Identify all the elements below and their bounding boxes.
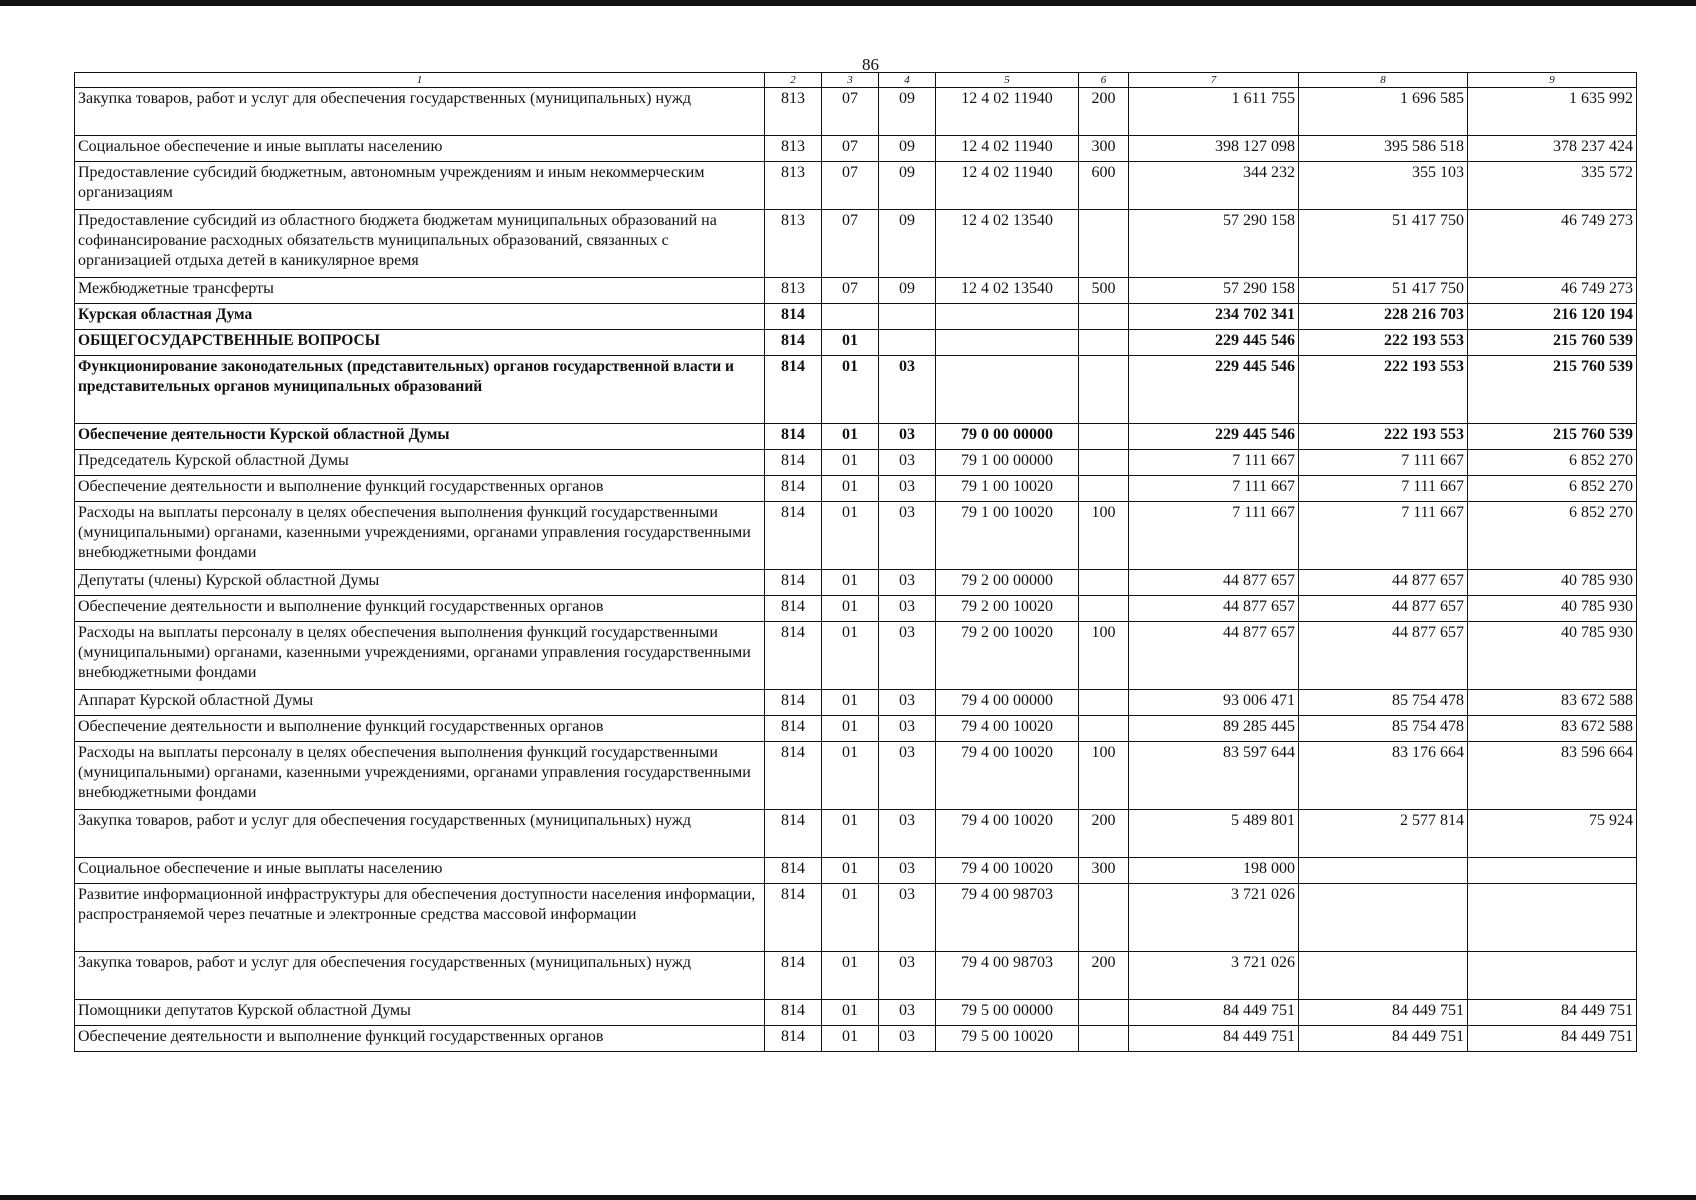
subsection-code: 03: [879, 502, 936, 570]
section-code: 01: [822, 570, 879, 596]
ministry-code: 814: [765, 1000, 822, 1026]
ministry-code: 813: [765, 136, 822, 162]
table-row: [75, 596, 1637, 622]
row-description: Обеспечение деятельности и выполнение функций государственных органов: [75, 596, 765, 622]
row-description: Межбюджетные трансферты: [75, 278, 765, 304]
amount-col-9: 40 785 930: [1468, 622, 1637, 690]
table-row: [75, 1000, 1637, 1026]
section-code: 01: [822, 1026, 879, 1052]
ministry-code: 814: [765, 476, 822, 502]
ministry-code: 814: [765, 742, 822, 810]
expense-type-code: 100: [1079, 622, 1129, 690]
subsection-code: 03: [879, 952, 936, 1000]
subsection-code: 09: [879, 278, 936, 304]
amount-col-9: 335 572: [1468, 162, 1637, 210]
row-description: Обеспечение деятельности Курской областной Думы: [75, 424, 765, 450]
table-row: [75, 476, 1637, 502]
section-code: 01: [822, 952, 879, 1000]
amount-col-7: 229 445 546: [1129, 330, 1299, 356]
expense-type-code: 200: [1079, 810, 1129, 858]
amount-col-7: 83 597 644: [1129, 742, 1299, 810]
target-article-code: 79 5 00 00000: [936, 1000, 1079, 1026]
target-article-code: 79 1 00 10020: [936, 502, 1079, 570]
amount-col-9: 378 237 424: [1468, 136, 1637, 162]
expense-type-code: [1079, 1026, 1129, 1052]
row-description: Курская областная Дума: [75, 304, 765, 330]
amount-col-8: 355 103: [1299, 162, 1468, 210]
expense-type-code: 200: [1079, 88, 1129, 136]
subsection-code: 03: [879, 742, 936, 810]
table-row: [75, 716, 1637, 742]
header-col-7: 7: [1129, 73, 1299, 88]
amount-col-9: 6 852 270: [1468, 476, 1637, 502]
page-number: 86: [862, 55, 879, 74]
amount-col-7: 344 232: [1129, 162, 1299, 210]
row-description: Социальное обеспечение и иные выплаты населению: [75, 136, 765, 162]
ministry-code: 814: [765, 424, 822, 450]
section-code: 01: [822, 690, 879, 716]
expense-type-code: [1079, 210, 1129, 278]
ministry-code: 814: [765, 304, 822, 330]
expense-type-code: [1079, 330, 1129, 356]
expense-type-code: [1079, 716, 1129, 742]
section-code: 01: [822, 742, 879, 810]
row-description: Председатель Курской областной Думы: [75, 450, 765, 476]
row-description: Социальное обеспечение и иные выплаты населению: [75, 858, 765, 884]
subsection-code: 03: [879, 810, 936, 858]
table-row: [75, 502, 1637, 570]
subsection-code: 09: [879, 162, 936, 210]
ministry-code: 813: [765, 88, 822, 136]
row-description: Расходы на выплаты персоналу в целях обеспечения выполнения функций государственными (муниципальными) органами, казенными учреждениями, органами управления государственными внебюджетными фондами: [75, 502, 765, 570]
row-description: Предоставление субсидий бюджетным, автономным учреждениям и иным некоммерческим организациям: [75, 162, 765, 210]
subsection-code: 03: [879, 476, 936, 502]
amount-col-9: [1468, 858, 1637, 884]
target-article-code: 79 4 00 10020: [936, 716, 1079, 742]
amount-col-7: 44 877 657: [1129, 596, 1299, 622]
expense-type-code: 300: [1079, 858, 1129, 884]
expense-type-code: 100: [1079, 502, 1129, 570]
amount-col-7: 44 877 657: [1129, 622, 1299, 690]
amount-col-8: [1299, 884, 1468, 952]
amount-col-7: 198 000: [1129, 858, 1299, 884]
target-article-code: 79 2 00 10020: [936, 622, 1079, 690]
column-number-header: [75, 73, 1637, 88]
table-row: [75, 622, 1637, 690]
table-row: [75, 424, 1637, 450]
table-row: [75, 690, 1637, 716]
amount-col-7: 229 445 546: [1129, 356, 1299, 424]
section-code: 01: [822, 476, 879, 502]
expense-type-code: [1079, 596, 1129, 622]
amount-col-8: 84 449 751: [1299, 1000, 1468, 1026]
header-col-6: 6: [1079, 73, 1129, 88]
table-row: [75, 304, 1637, 330]
amount-col-8: 7 111 667: [1299, 450, 1468, 476]
section-code: 07: [822, 136, 879, 162]
amount-col-9: 1 635 992: [1468, 88, 1637, 136]
expense-type-code: [1079, 690, 1129, 716]
subsection-code: 03: [879, 858, 936, 884]
ministry-code: 814: [765, 502, 822, 570]
table-row: [75, 810, 1637, 858]
expense-type-code: 100: [1079, 742, 1129, 810]
row-description: Обеспечение деятельности и выполнение функций государственных органов: [75, 476, 765, 502]
subsection-code: 03: [879, 884, 936, 952]
amount-col-9: 84 449 751: [1468, 1026, 1637, 1052]
amount-col-7: 44 877 657: [1129, 570, 1299, 596]
amount-col-9: 215 760 539: [1468, 424, 1637, 450]
amount-col-7: 93 006 471: [1129, 690, 1299, 716]
section-code: 07: [822, 88, 879, 136]
amount-col-8: 222 193 553: [1299, 330, 1468, 356]
amount-col-9: 75 924: [1468, 810, 1637, 858]
row-description: Функционирование законодательных (представительных) органов государственной власти и представительных органов муниципальных образований: [75, 356, 765, 424]
ministry-code: 814: [765, 596, 822, 622]
amount-col-9: 46 749 273: [1468, 210, 1637, 278]
amount-col-8: 44 877 657: [1299, 596, 1468, 622]
amount-col-8: 51 417 750: [1299, 210, 1468, 278]
amount-col-7: 7 111 667: [1129, 502, 1299, 570]
amount-col-7: 84 449 751: [1129, 1000, 1299, 1026]
amount-col-9: 40 785 930: [1468, 596, 1637, 622]
subsection-code: 03: [879, 570, 936, 596]
amount-col-8: 7 111 667: [1299, 502, 1468, 570]
ministry-code: 814: [765, 858, 822, 884]
row-description: Закупка товаров, работ и услуг для обеспечения государственных (муниципальных) нужд: [75, 88, 765, 136]
subsection-code: 09: [879, 136, 936, 162]
target-article-code: 79 5 00 10020: [936, 1026, 1079, 1052]
target-article-code: 79 0 00 00000: [936, 424, 1079, 450]
ministry-code: 814: [765, 570, 822, 596]
subsection-code: 09: [879, 88, 936, 136]
amount-col-8: 1 696 585: [1299, 88, 1468, 136]
subsection-code: [879, 330, 936, 356]
section-code: 01: [822, 502, 879, 570]
row-description: Предоставление субсидий из областного бюджета бюджетам муниципальных образований на софинансирование расходных обязательств муниципальных образований, связанных с организацией отдыха детей в каникулярное время: [75, 210, 765, 278]
section-code: 01: [822, 858, 879, 884]
amount-col-7: 3 721 026: [1129, 884, 1299, 952]
section-code: 01: [822, 450, 879, 476]
amount-col-7: 7 111 667: [1129, 450, 1299, 476]
amount-col-8: 85 754 478: [1299, 690, 1468, 716]
section-code: 01: [822, 884, 879, 952]
section-code: 07: [822, 210, 879, 278]
expense-type-code: [1079, 304, 1129, 330]
amount-col-8: 395 586 518: [1299, 136, 1468, 162]
table-row: [75, 278, 1637, 304]
amount-col-9: 215 760 539: [1468, 330, 1637, 356]
target-article-code: 79 2 00 00000: [936, 570, 1079, 596]
amount-col-7: 84 449 751: [1129, 1026, 1299, 1052]
amount-col-7: 1 611 755: [1129, 88, 1299, 136]
scan-border-bottom: [0, 1195, 1696, 1200]
expense-type-code: [1079, 450, 1129, 476]
subsection-code: 03: [879, 716, 936, 742]
header-col-8: 8: [1299, 73, 1468, 88]
amount-col-7: 229 445 546: [1129, 424, 1299, 450]
ministry-code: 814: [765, 450, 822, 476]
ministry-code: 814: [765, 622, 822, 690]
expense-type-code: 300: [1079, 136, 1129, 162]
amount-col-9: 83 596 664: [1468, 742, 1637, 810]
table-row: [75, 162, 1637, 210]
table-row: [75, 210, 1637, 278]
section-code: 07: [822, 278, 879, 304]
section-code: 01: [822, 622, 879, 690]
header-col-3: 3: [822, 73, 879, 88]
ministry-code: 814: [765, 884, 822, 952]
table-row: [75, 884, 1637, 952]
target-article-code: 79 1 00 10020: [936, 476, 1079, 502]
amount-col-9: 40 785 930: [1468, 570, 1637, 596]
target-article-code: [936, 356, 1079, 424]
row-description: Аппарат Курской областной Думы: [75, 690, 765, 716]
ministry-code: 813: [765, 162, 822, 210]
table-row: [75, 450, 1637, 476]
row-description: Обеспечение деятельности и выполнение функций государственных органов: [75, 1026, 765, 1052]
row-description: ОБЩЕГОСУДАРСТВЕННЫЕ ВОПРОСЫ: [75, 330, 765, 356]
target-article-code: 12 4 02 13540: [936, 210, 1079, 278]
section-code: 01: [822, 1000, 879, 1026]
budget-table: [74, 72, 1637, 1052]
amount-col-7: 57 290 158: [1129, 278, 1299, 304]
amount-col-8: 222 193 553: [1299, 424, 1468, 450]
amount-col-7: 7 111 667: [1129, 476, 1299, 502]
target-article-code: [936, 304, 1079, 330]
header-col-9: 9: [1468, 73, 1637, 88]
header-col-4: 4: [879, 73, 936, 88]
amount-col-9: 216 120 194: [1468, 304, 1637, 330]
amount-col-9: 6 852 270: [1468, 450, 1637, 476]
row-description: Закупка товаров, работ и услуг для обеспечения государственных (муниципальных) нужд: [75, 952, 765, 1000]
subsection-code: 03: [879, 622, 936, 690]
amount-col-9: [1468, 884, 1637, 952]
expense-type-code: [1079, 570, 1129, 596]
amount-col-8: 51 417 750: [1299, 278, 1468, 304]
amount-col-8: 83 176 664: [1299, 742, 1468, 810]
ministry-code: 814: [765, 330, 822, 356]
table-row: [75, 570, 1637, 596]
expense-type-code: [1079, 884, 1129, 952]
ministry-code: 814: [765, 690, 822, 716]
row-description: Закупка товаров, работ и услуг для обеспечения государственных (муниципальных) нужд: [75, 810, 765, 858]
table-row: [75, 1026, 1637, 1052]
row-description: Расходы на выплаты персоналу в целях обеспечения выполнения функций государственными (муниципальными) органами, казенными учреждениями, органами управления государственными внебюджетными фондами: [75, 622, 765, 690]
expense-type-code: [1079, 424, 1129, 450]
amount-col-9: 83 672 588: [1468, 716, 1637, 742]
ministry-code: 814: [765, 716, 822, 742]
amount-col-9: 6 852 270: [1468, 502, 1637, 570]
table-row: [75, 88, 1637, 136]
table-row: [75, 952, 1637, 1000]
amount-col-8: 44 877 657: [1299, 570, 1468, 596]
section-code: [822, 304, 879, 330]
expense-type-code: [1079, 356, 1129, 424]
table-row: [75, 136, 1637, 162]
amount-col-8: 44 877 657: [1299, 622, 1468, 690]
target-article-code: 79 4 00 98703: [936, 884, 1079, 952]
target-article-code: 79 4 00 10020: [936, 810, 1079, 858]
ministry-code: 813: [765, 210, 822, 278]
target-article-code: 79 4 00 10020: [936, 858, 1079, 884]
table-row: [75, 356, 1637, 424]
ministry-code: 813: [765, 278, 822, 304]
expense-type-code: 500: [1079, 278, 1129, 304]
table-row: [75, 858, 1637, 884]
row-description: Развитие информационной инфраструктуры для обеспечения доступности населения информации, распространяемой через печатные и электронные средства массовой информации: [75, 884, 765, 952]
section-code: 01: [822, 330, 879, 356]
amount-col-8: [1299, 952, 1468, 1000]
subsection-code: 03: [879, 1000, 936, 1026]
subsection-code: 03: [879, 356, 936, 424]
target-article-code: 12 4 02 13540: [936, 278, 1079, 304]
amount-col-7: 5 489 801: [1129, 810, 1299, 858]
target-article-code: 12 4 02 11940: [936, 136, 1079, 162]
header-col-1: 1: [75, 73, 765, 88]
amount-col-9: 84 449 751: [1468, 1000, 1637, 1026]
amount-col-8: [1299, 858, 1468, 884]
amount-col-9: [1468, 952, 1637, 1000]
table-row: [75, 330, 1637, 356]
section-code: 07: [822, 162, 879, 210]
row-description: Обеспечение деятельности и выполнение функций государственных органов: [75, 716, 765, 742]
ministry-code: 814: [765, 1026, 822, 1052]
target-article-code: 79 1 00 00000: [936, 450, 1079, 476]
expense-type-code: [1079, 1000, 1129, 1026]
target-article-code: 79 4 00 00000: [936, 690, 1079, 716]
amount-col-8: 228 216 703: [1299, 304, 1468, 330]
amount-col-7: 398 127 098: [1129, 136, 1299, 162]
row-description: Депутаты (члены) Курской областной Думы: [75, 570, 765, 596]
target-article-code: 79 4 00 10020: [936, 742, 1079, 810]
amount-col-8: 2 577 814: [1299, 810, 1468, 858]
expense-type-code: [1079, 476, 1129, 502]
subsection-code: 09: [879, 210, 936, 278]
row-description: Расходы на выплаты персоналу в целях обеспечения выполнения функций государственными (муниципальными) органами, казенными учреждениями, органами управления государственными внебюджетными фондами: [75, 742, 765, 810]
target-article-code: 79 4 00 98703: [936, 952, 1079, 1000]
header-col-5: 5: [936, 73, 1079, 88]
amount-col-7: 89 285 445: [1129, 716, 1299, 742]
target-article-code: 79 2 00 10020: [936, 596, 1079, 622]
table-body: [75, 88, 1637, 1052]
subsection-code: 03: [879, 596, 936, 622]
ministry-code: 814: [765, 356, 822, 424]
row-description: Помощники депутатов Курской областной Думы: [75, 1000, 765, 1026]
ministry-code: 814: [765, 952, 822, 1000]
expense-type-code: 600: [1079, 162, 1129, 210]
amount-col-8: 85 754 478: [1299, 716, 1468, 742]
amount-col-7: 57 290 158: [1129, 210, 1299, 278]
header-col-2: 2: [765, 73, 822, 88]
section-code: 01: [822, 424, 879, 450]
ministry-code: 814: [765, 810, 822, 858]
amount-col-7: 234 702 341: [1129, 304, 1299, 330]
section-code: 01: [822, 596, 879, 622]
subsection-code: [879, 304, 936, 330]
amount-col-8: 222 193 553: [1299, 356, 1468, 424]
amount-col-9: 83 672 588: [1468, 690, 1637, 716]
target-article-code: 12 4 02 11940: [936, 162, 1079, 210]
amount-col-9: 46 749 273: [1468, 278, 1637, 304]
target-article-code: [936, 330, 1079, 356]
subsection-code: 03: [879, 424, 936, 450]
subsection-code: 03: [879, 690, 936, 716]
subsection-code: 03: [879, 450, 936, 476]
target-article-code: 12 4 02 11940: [936, 88, 1079, 136]
subsection-code: 03: [879, 1026, 936, 1052]
amount-col-8: 7 111 667: [1299, 476, 1468, 502]
section-code: 01: [822, 716, 879, 742]
expense-type-code: 200: [1079, 952, 1129, 1000]
table-row: [75, 742, 1637, 810]
scan-border-top: [0, 0, 1696, 6]
section-code: 01: [822, 356, 879, 424]
amount-col-9: 215 760 539: [1468, 356, 1637, 424]
amount-col-8: 84 449 751: [1299, 1026, 1468, 1052]
section-code: 01: [822, 810, 879, 858]
amount-col-7: 3 721 026: [1129, 952, 1299, 1000]
